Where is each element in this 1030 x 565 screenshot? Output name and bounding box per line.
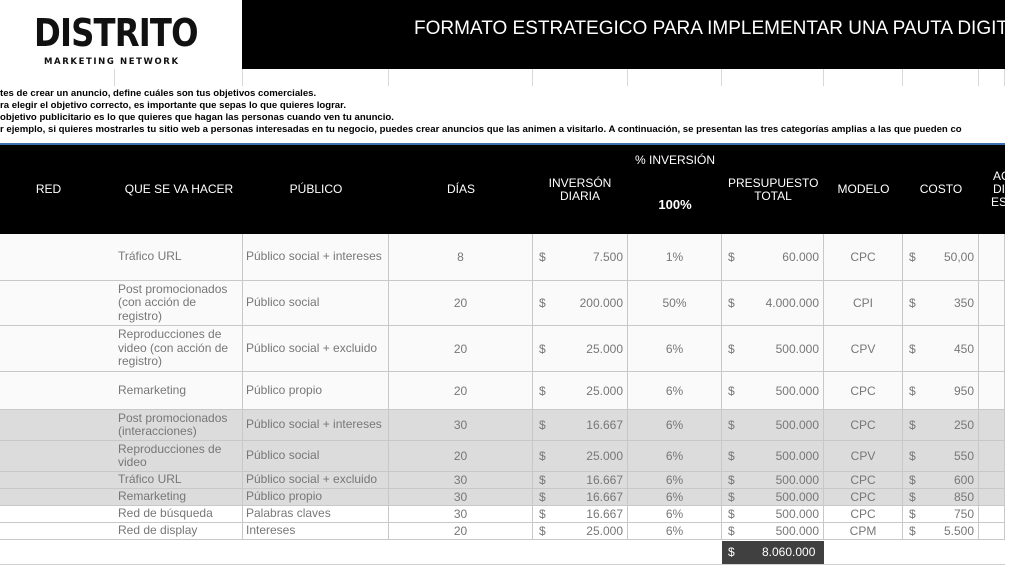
- header-extra-c: ES: [991, 195, 1008, 209]
- currency-symbol: $: [539, 383, 546, 398]
- cell-pct[interactable]: 6%: [628, 326, 722, 371]
- grand-total-value: 8.060.000: [762, 545, 816, 559]
- cell-presupuesto[interactable]: [722, 441, 824, 471]
- currency-symbol: $: [539, 341, 546, 356]
- table-row: [0, 326, 1005, 372]
- cell-costo[interactable]: [903, 410, 979, 440]
- cell-value: 500.000: [775, 473, 819, 487]
- cell-value: 25.000: [586, 383, 623, 398]
- cell-extra[interactable]: [979, 523, 1005, 539]
- cell-value: 500.000: [775, 418, 819, 432]
- note-line: r ejemplo, si quieres mostrarles tu sitio web a personas interesadas en tu negocio, puedes crear anuncios que las animen a visitarlo. A continuación, se presentan las tres categorías amplias a las que pueden co: [0, 124, 962, 135]
- cell-value: 750: [953, 507, 974, 521]
- cell-que[interactable]: Post promocionados (interacciones): [115, 410, 243, 440]
- currency-symbol: $: [728, 545, 735, 559]
- header-costo: COSTO: [919, 182, 963, 196]
- cell-value: 950: [953, 383, 974, 398]
- table-row: [0, 506, 1005, 523]
- header-pct-inversion: % INVERSIÓN: [634, 153, 715, 167]
- table-row: [0, 372, 1005, 410]
- cell-inversion-diaria[interactable]: [533, 281, 628, 325]
- cell-pct[interactable]: 6%: [628, 523, 722, 539]
- cell-publico[interactable]: Público propio: [243, 489, 389, 505]
- cell-presupuesto[interactable]: [722, 372, 824, 409]
- currency-symbol: $: [728, 490, 735, 504]
- cell-publico[interactable]: Intereses: [243, 523, 389, 539]
- table-row: [0, 472, 1005, 489]
- instructions-notes: [0, 88, 1005, 136]
- cell-dias[interactable]: 30: [389, 410, 533, 440]
- currency-symbol: $: [909, 341, 916, 356]
- cell-pct[interactable]: 6%: [628, 489, 722, 505]
- cell-dias[interactable]: 20: [389, 326, 533, 371]
- cell-value: 25.000: [586, 341, 623, 356]
- header-red: RED: [35, 182, 62, 196]
- table-row: [0, 441, 1005, 472]
- cell-dias[interactable]: 8: [389, 234, 533, 280]
- cell-dias[interactable]: 30: [389, 489, 533, 505]
- table-header: [0, 145, 1010, 234]
- currency-symbol: $: [728, 449, 735, 463]
- cell-costo[interactable]: [903, 372, 979, 409]
- cell-inversion-diaria[interactable]: [533, 410, 628, 440]
- cell-pct[interactable]: 50%: [628, 281, 722, 325]
- cell-costo[interactable]: [903, 234, 979, 280]
- cell-value: 50,00: [943, 250, 974, 264]
- cell-que[interactable]: Red de display: [115, 523, 243, 539]
- cell-pct[interactable]: 6%: [628, 410, 722, 440]
- cell-extra[interactable]: [979, 281, 1005, 325]
- cell-value: 500.000: [775, 524, 819, 538]
- cell-costo[interactable]: [903, 489, 979, 505]
- grid-cell[interactable]: [389, 69, 533, 86]
- cell-costo[interactable]: [903, 326, 979, 371]
- cell-modelo[interactable]: CPC: [824, 410, 903, 440]
- cell-modelo[interactable]: CPI: [824, 281, 903, 325]
- currency-symbol: $: [728, 507, 735, 521]
- cell-que[interactable]: Tráfico URL: [115, 472, 243, 488]
- cell-modelo[interactable]: CPV: [824, 326, 903, 371]
- currency-symbol: $: [909, 507, 916, 521]
- cell-extra[interactable]: [979, 410, 1005, 440]
- cell-value: 16.667: [586, 490, 623, 504]
- cell-extra[interactable]: [979, 472, 1005, 488]
- cell-value: 16.667: [586, 418, 623, 432]
- currency-symbol: $: [909, 449, 916, 463]
- cell-dias[interactable]: 20: [389, 281, 533, 325]
- cell-value: 500.000: [775, 341, 819, 356]
- cell-pct[interactable]: 6%: [628, 441, 722, 471]
- grid-cell[interactable]: [628, 69, 722, 86]
- currency-symbol: $: [909, 383, 916, 398]
- cell-inversion-diaria[interactable]: [533, 441, 628, 471]
- cell-que[interactable]: Remarketing: [115, 489, 243, 505]
- cell-value: 450: [953, 341, 974, 356]
- cell-value: 850: [953, 490, 974, 504]
- cell-value: 500.000: [775, 449, 819, 463]
- currency-symbol: $: [728, 524, 735, 538]
- grid-cell[interactable]: [0, 69, 115, 86]
- cell-value: 4.000.000: [765, 296, 819, 310]
- header-pct-total: 100%: [658, 197, 692, 212]
- grid-cell[interactable]: [824, 69, 903, 86]
- cell-publico[interactable]: Público social + excluido: [243, 472, 389, 488]
- cell-modelo[interactable]: CPC: [824, 372, 903, 409]
- currency-symbol: $: [909, 490, 916, 504]
- currency-symbol: $: [728, 250, 735, 264]
- cell-modelo[interactable]: CPC: [824, 472, 903, 488]
- currency-symbol: $: [909, 296, 916, 310]
- cell-pct[interactable]: 6%: [628, 372, 722, 409]
- cell-publico[interactable]: Público social + intereses: [243, 410, 389, 440]
- cell-dias[interactable]: 20: [389, 441, 533, 471]
- cell-publico[interactable]: Público social + excluido: [243, 326, 389, 371]
- cell-extra[interactable]: [979, 234, 1005, 280]
- cell-value: 16.667: [586, 473, 623, 487]
- header-publico: PÚBLICO: [289, 182, 343, 196]
- cell-value: 7.500: [592, 250, 623, 264]
- cell-publico[interactable]: Público social: [243, 441, 389, 471]
- cell-value: 500.000: [775, 490, 819, 504]
- header-inversion-diaria: INVERSÓN DIARIA: [548, 176, 612, 203]
- cell-value: 500.000: [775, 507, 819, 521]
- cell-value: 250: [953, 418, 974, 432]
- cell-publico[interactable]: Público social + intereses: [243, 234, 389, 280]
- currency-symbol: $: [728, 341, 735, 356]
- cell-inversion-diaria[interactable]: [533, 506, 628, 522]
- cell-publico[interactable]: Palabras claves: [243, 506, 389, 522]
- header-extra-b: DI: [993, 182, 1005, 196]
- cell-que[interactable]: Reproducciones de video (con acción de registro): [115, 326, 243, 371]
- table-row: [0, 410, 1005, 441]
- cell-extra[interactable]: [979, 441, 1005, 471]
- cell-inversion-diaria[interactable]: [533, 523, 628, 539]
- cell-que[interactable]: Remarketing: [115, 372, 243, 409]
- note-line: ra elegir el objetivo correcto, es importante que sepas lo que quieres lograr.: [0, 100, 347, 111]
- note-line: tes de crear un anuncio, define cuáles son tus objetivos comerciales.: [0, 88, 317, 99]
- cell-costo[interactable]: [903, 523, 979, 539]
- cell-modelo[interactable]: CPM: [824, 523, 903, 539]
- cell-publico[interactable]: Público social: [243, 281, 389, 325]
- cell-value: 5.500: [943, 524, 974, 538]
- cell-presupuesto[interactable]: [722, 472, 824, 488]
- cell-que[interactable]: Reproducciones de video: [115, 441, 243, 471]
- cell-modelo[interactable]: CPV: [824, 441, 903, 471]
- cell-presupuesto[interactable]: [722, 506, 824, 522]
- cell-extra[interactable]: [979, 489, 1005, 505]
- currency-symbol: $: [728, 383, 735, 398]
- cell-presupuesto[interactable]: [722, 326, 824, 371]
- cell-presupuesto[interactable]: [722, 234, 824, 280]
- cell-value: 200.000: [579, 296, 623, 310]
- header-presupuesto: PRESUPUESTO TOTAL: [728, 176, 819, 203]
- currency-symbol: $: [909, 473, 916, 487]
- table-row: [0, 281, 1005, 326]
- cell-publico[interactable]: Público propio: [243, 372, 389, 409]
- cell-modelo[interactable]: CPC: [824, 234, 903, 280]
- cell-extra[interactable]: [979, 372, 1005, 409]
- cell-dias[interactable]: 30: [389, 506, 533, 522]
- currency-symbol: $: [539, 473, 546, 487]
- currency-symbol: $: [728, 473, 735, 487]
- cell-modelo[interactable]: CPC: [824, 506, 903, 522]
- grid-cell[interactable]: [722, 69, 824, 86]
- currency-symbol: $: [539, 250, 546, 264]
- note-line: objetivo publicitario es lo que quieres que hagan las personas cuando ven tu anuncio.: [0, 112, 394, 123]
- cell-value: 600: [953, 473, 974, 487]
- cell-que[interactable]: Post promocionados (con acción de registro): [115, 281, 243, 325]
- currency-symbol: $: [728, 296, 735, 310]
- cell-value: 350: [953, 296, 974, 310]
- table-row: [0, 489, 1005, 506]
- cell-dias[interactable]: 20: [389, 523, 533, 539]
- currency-symbol: $: [539, 418, 546, 432]
- logo-tagline: MARKETING NETWORK: [44, 57, 180, 67]
- table-row: [0, 234, 1005, 281]
- cell-que[interactable]: Tráfico URL: [115, 234, 243, 280]
- cell-costo[interactable]: [903, 441, 979, 471]
- currency-symbol: $: [909, 524, 916, 538]
- cell-inversion-diaria[interactable]: [533, 472, 628, 488]
- cell-extra[interactable]: [979, 326, 1005, 371]
- currency-symbol: $: [539, 296, 546, 310]
- grid-cell[interactable]: [903, 69, 979, 86]
- currency-symbol: $: [909, 418, 916, 432]
- cell-value: 25.000: [586, 524, 623, 538]
- currency-symbol: $: [728, 418, 735, 432]
- cell-value: 16.667: [586, 507, 623, 521]
- cell-presupuesto[interactable]: [722, 281, 824, 325]
- cell-value: 550: [953, 449, 974, 463]
- currency-symbol: $: [909, 250, 916, 264]
- grid-cell[interactable]: [243, 69, 389, 86]
- page-title: FORMATO ESTRATEGICO PARA IMPLEMENTAR UNA PAUTA DIGITAL: [414, 18, 1030, 39]
- cell-extra[interactable]: [979, 506, 1005, 522]
- cell-value: 25.000: [586, 449, 623, 463]
- currency-symbol: $: [539, 507, 546, 521]
- cell-pct[interactable]: 6%: [628, 472, 722, 488]
- empty-grid-row: [0, 69, 1005, 86]
- header-dias: DÍAS: [446, 182, 475, 196]
- cell-dias[interactable]: 20: [389, 372, 533, 409]
- cell-inversion-diaria[interactable]: [533, 372, 628, 409]
- currency-symbol: $: [539, 524, 546, 538]
- cell-pct[interactable]: 1%: [628, 234, 722, 280]
- cell-costo[interactable]: [903, 472, 979, 488]
- header-modelo: MODELO: [837, 182, 890, 196]
- currency-symbol: $: [539, 490, 546, 504]
- cell-pct[interactable]: 6%: [628, 506, 722, 522]
- cell-value: 500.000: [775, 383, 819, 398]
- logo: [0, 0, 242, 69]
- cell-presupuesto[interactable]: [722, 523, 824, 539]
- title-bar: [242, 0, 1030, 69]
- grid-cell[interactable]: [979, 69, 1005, 86]
- cell-modelo[interactable]: CPC: [824, 489, 903, 505]
- grid-cell[interactable]: [115, 69, 243, 86]
- header-que: QUE SE VA HACER: [124, 182, 234, 196]
- cell-dias[interactable]: 30: [389, 472, 533, 488]
- cell-que[interactable]: Red de búsqueda: [115, 506, 243, 522]
- cell-costo[interactable]: [903, 506, 979, 522]
- cell-value: 60.000: [782, 250, 819, 264]
- header-extra-a: AC: [993, 169, 1010, 183]
- table-row: [0, 523, 1005, 540]
- grand-total-cell[interactable]: [722, 541, 824, 564]
- cell-costo[interactable]: [903, 281, 979, 325]
- cell-inversion-diaria[interactable]: [533, 326, 628, 371]
- cell-inversion-diaria[interactable]: [533, 234, 628, 280]
- grid-cell[interactable]: [533, 69, 628, 86]
- cell-inversion-diaria[interactable]: [533, 489, 628, 505]
- logo-name: DISTRITO: [34, 11, 198, 55]
- cell-presupuesto[interactable]: [722, 489, 824, 505]
- cell-presupuesto[interactable]: [722, 410, 824, 440]
- currency-symbol: $: [539, 449, 546, 463]
